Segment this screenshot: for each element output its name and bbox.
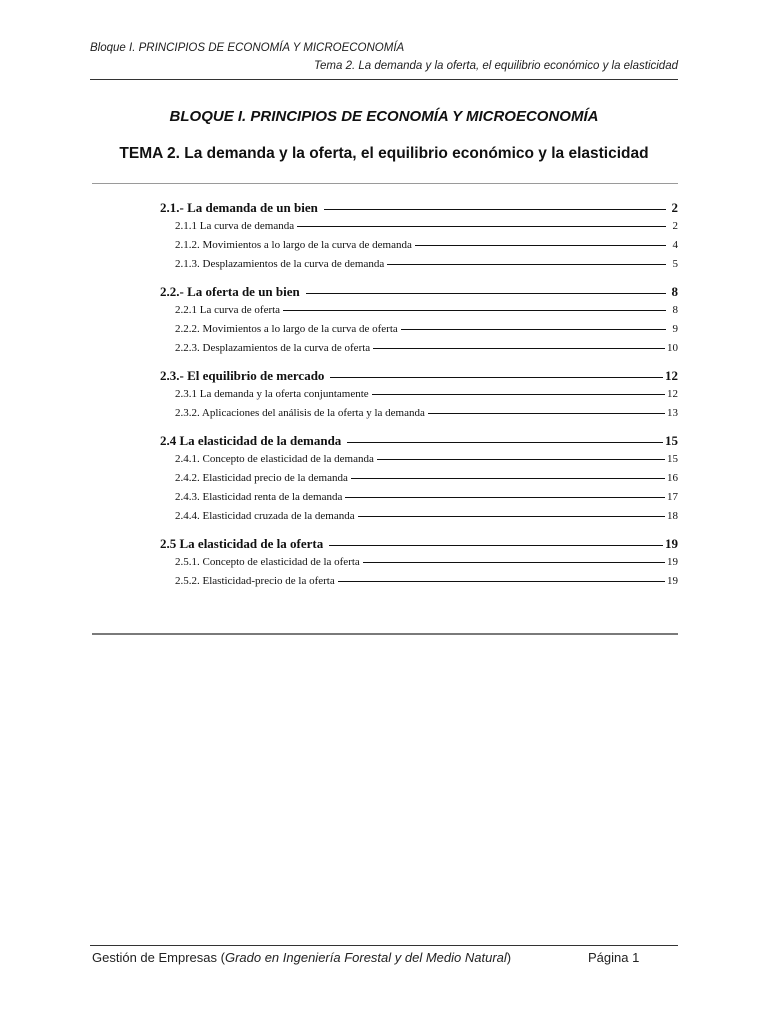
toc-entry-label: 2.1.2. Movimientos a lo largo de la curva de demanda: [175, 239, 412, 251]
toc-entry-page: 19: [665, 536, 678, 551]
toc-entry-label: 2.4.4. Elasticidad cruzada de la demanda: [175, 510, 355, 522]
toc-subsection-entry[interactable]: [160, 342, 678, 361]
toc-leader-line: [306, 293, 666, 294]
toc-entry-label: 2.4.2. Elasticidad precio de la demanda: [175, 472, 348, 484]
topic-title: TEMA 2. La demanda y la oferta, el equilibrio económico y la elasticidad: [119, 145, 649, 162]
toc-entry-page: 16: [667, 472, 678, 484]
toc-subsection-entry[interactable]: [160, 510, 678, 529]
footer-course: [92, 950, 511, 965]
block-title: BLOQUE I. PRINCIPIOS DE ECONOMÍA Y MICROECONOMÍA: [169, 108, 599, 125]
running-header-left: Bloque I. PRINCIPIOS DE ECONOMÍA Y MICROECONOMÍA: [90, 42, 405, 54]
toc-subsection-entry[interactable]: [160, 239, 678, 258]
toc-entry-page: 15: [665, 433, 678, 448]
toc-subsection-entry[interactable]: [160, 407, 678, 426]
toc-section-entry[interactable]: [160, 433, 678, 453]
toc-entry-page: 18: [667, 510, 678, 522]
toc-section: [160, 368, 678, 426]
toc-entry-page: 12: [667, 388, 678, 400]
toc-section-entry[interactable]: [160, 284, 678, 304]
toc-entry-label: 2.3.2. Aplicaciones del análisis de la oferta y la demanda: [175, 407, 425, 419]
toc-entry-label: 2.3.1 La demanda y la oferta conjuntamente: [175, 388, 369, 400]
toc-entry-label: 2.5.1. Concepto de elasticidad de la oferta: [175, 556, 360, 568]
toc-entry-label: 2.2.- La oferta de un bien: [160, 284, 300, 299]
footer-divider: [90, 945, 678, 946]
footer-course-prefix: Gestión de Empresas (: [92, 950, 225, 965]
toc-entry-page: 2: [672, 220, 678, 232]
toc-subsection-entry[interactable]: [160, 388, 678, 407]
toc-entry-label: 2.1.1 La curva de demanda: [175, 220, 295, 232]
toc-leader-line: [329, 545, 663, 546]
toc-leader-line: [401, 329, 666, 330]
toc-section-entry[interactable]: [160, 536, 678, 556]
toc-leader-line: [347, 442, 663, 443]
toc-entry-page: 4: [672, 239, 678, 251]
toc-subsection-entry[interactable]: [160, 575, 678, 594]
toc-leader-line: [330, 377, 663, 378]
toc-entry-label: 2.3.- El equilibrio de mercado: [160, 368, 325, 383]
toc-bottom-divider: [92, 633, 678, 635]
toc-subsection-entry[interactable]: [160, 453, 678, 472]
toc-entry-page: 12: [665, 368, 678, 383]
toc-entry-label: 2.1.3. Desplazamientos de la curva de demanda: [175, 258, 385, 270]
footer-course-suffix: ): [506, 950, 512, 965]
toc-section: [160, 433, 678, 529]
toc-entry-page: 8: [671, 284, 678, 299]
toc-entry-page: 10: [667, 342, 678, 354]
toc-leader-line: [373, 348, 665, 349]
toc-section: [160, 536, 678, 594]
toc-leader-line: [351, 478, 665, 479]
toc-section: [160, 200, 678, 277]
toc-section-entry[interactable]: [160, 368, 678, 388]
toc-entry-label: 2.4.3. Elasticidad renta de la demanda: [175, 491, 343, 503]
toc-section-entry[interactable]: [160, 200, 678, 220]
header-divider: [90, 79, 678, 80]
toc-leader-line: [377, 459, 665, 460]
toc-leader-line: [338, 581, 665, 582]
toc-entry-page: 17: [667, 491, 678, 503]
toc-entry-label: 2.4 La elasticidad de la demanda: [160, 433, 342, 448]
toc-leader-line: [345, 497, 665, 498]
toc-leader-line: [283, 310, 666, 311]
toc-entry-label: 2.1.- La demanda de un bien: [160, 200, 318, 215]
toc-entry-label: 2.2.1 La curva de oferta: [175, 304, 281, 316]
toc-entry-label: 2.2.2. Movimientos a lo largo de la curva de oferta: [175, 323, 398, 335]
toc-leader-line: [428, 413, 665, 414]
toc-leader-line: [358, 516, 665, 517]
toc-subsection-entry[interactable]: [160, 472, 678, 491]
toc-entry-page: 8: [672, 304, 678, 316]
toc-subsection-entry[interactable]: [160, 258, 678, 277]
toc-leader-line: [297, 226, 666, 227]
toc-entry-label: 2.5 La elasticidad de la oferta: [160, 536, 324, 551]
toc-leader-line: [324, 209, 666, 210]
toc-leader-line: [372, 394, 665, 395]
toc-entry-page: 9: [672, 323, 678, 335]
toc-subsection-entry[interactable]: [160, 491, 678, 510]
toc-leader-line: [387, 264, 666, 265]
toc-entry-page: 5: [672, 258, 678, 270]
toc-leader-line: [415, 245, 666, 246]
footer-page-number: Página 1: [588, 950, 640, 965]
toc-top-divider: [92, 183, 678, 184]
toc-entry-page: 2: [671, 200, 678, 215]
toc-entry-page: 15: [667, 453, 678, 465]
toc-subsection-entry[interactable]: [160, 556, 678, 575]
table-of-contents: [160, 200, 678, 601]
toc-entry-page: 19: [667, 575, 678, 587]
toc-leader-line: [363, 562, 665, 563]
toc-entry-page: 13: [667, 407, 678, 419]
toc-entry-label: 2.4.1. Concepto de elasticidad de la demanda: [175, 453, 374, 465]
running-header-right: Tema 2. La demanda y la oferta, el equilibrio económico y la elasticidad: [314, 60, 678, 72]
toc-section: [160, 284, 678, 361]
toc-subsection-entry[interactable]: [160, 220, 678, 239]
toc-entry-page: 19: [667, 556, 678, 568]
toc-subsection-entry[interactable]: [160, 323, 678, 342]
toc-subsection-entry[interactable]: [160, 304, 678, 323]
footer-course-degree: Grado en Ingeniería Forestal y del Medio Natural: [224, 950, 507, 965]
toc-entry-label: 2.5.2. Elasticidad-precio de la oferta: [175, 575, 335, 587]
toc-entry-label: 2.2.3. Desplazamientos de la curva de oferta: [175, 342, 371, 354]
